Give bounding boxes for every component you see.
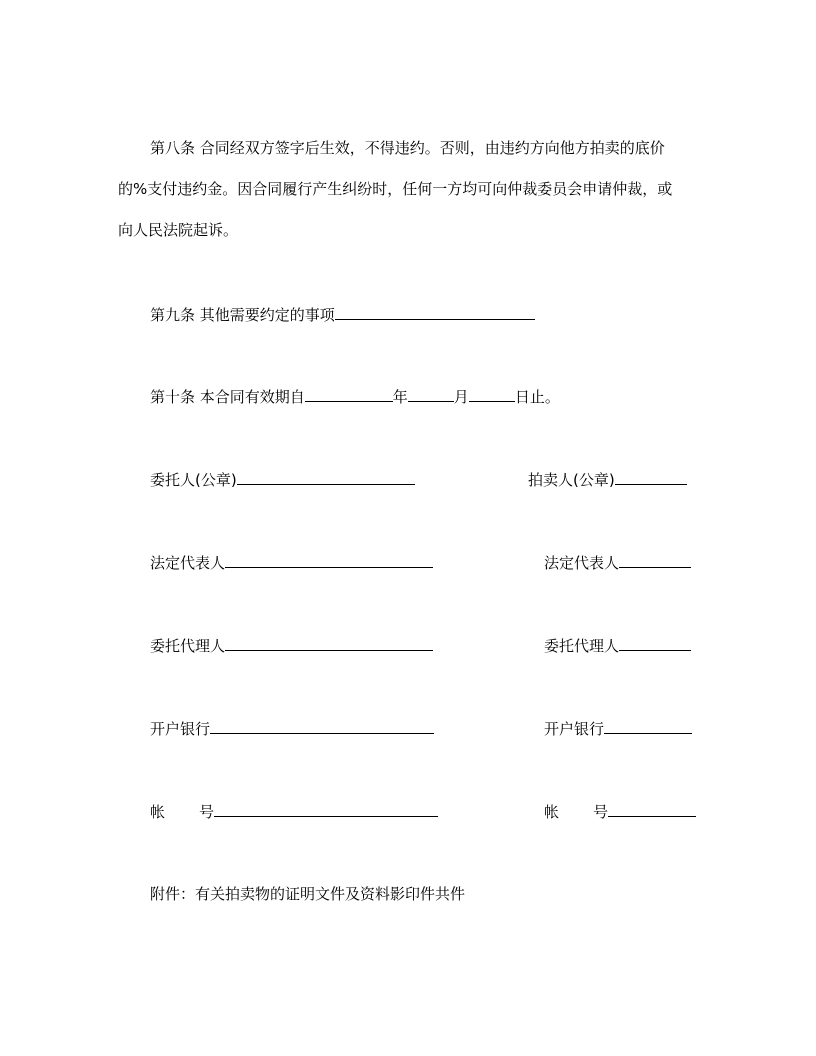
year-blank: [305, 385, 393, 402]
consignor-seal-row: [150, 468, 415, 490]
left-bank-row: [150, 717, 434, 739]
right-bank-blank: [604, 717, 692, 734]
attachment-text: 附件：有关拍卖物的证明文件及资料影印件共件: [150, 885, 466, 903]
right-account-label-b: 号: [593, 803, 609, 821]
year-label: 年: [392, 388, 408, 406]
left-agent-label: 委托代理人: [150, 637, 226, 655]
right-account-label-a: 帐: [544, 803, 560, 821]
left-agent-blank: [225, 634, 433, 651]
article-9-blank: [335, 303, 535, 320]
article-9: [150, 303, 535, 325]
left-agent-row: [150, 634, 433, 656]
article-10: [150, 385, 560, 407]
left-account-row: [150, 800, 438, 822]
auctioneer-seal-row: [528, 468, 687, 490]
right-legal-rep-blank: [619, 551, 691, 568]
left-legal-rep-row: [150, 551, 433, 573]
day-blank: [469, 385, 515, 402]
right-agent-label: 委托代理人: [544, 637, 620, 655]
auctioneer-seal-label: 拍卖人(公章): [528, 471, 615, 489]
right-legal-rep-row: [544, 551, 691, 573]
month-blank: [408, 385, 454, 402]
left-account-blank: [214, 800, 438, 817]
attachment-row: [150, 883, 465, 905]
auctioneer-seal-blank: [615, 468, 687, 485]
right-account-blank: [608, 800, 696, 817]
consignor-seal-label: 委托人(公章): [150, 471, 237, 489]
right-bank-label: 开户银行: [544, 720, 605, 738]
left-bank-label: 开户银行: [150, 720, 211, 738]
left-legal-rep-blank: [225, 551, 433, 568]
article-8-line-3: 向人民法院起诉。: [118, 221, 239, 239]
left-bank-blank: [210, 717, 434, 734]
right-bank-row: [544, 717, 692, 739]
article-10-text: 第十条 本合同有效期自: [150, 388, 305, 406]
month-label: 月: [453, 388, 469, 406]
left-legal-rep-label: 法定代表人: [150, 554, 226, 572]
article-8-line-1: 第八条 合同经双方签字后生效，不得违约。否则，由违约方向他方拍卖的底价: [150, 139, 665, 157]
right-account-row: [544, 800, 696, 822]
consignor-seal-blank: [237, 468, 415, 485]
right-agent-blank: [619, 634, 691, 651]
right-agent-row: [544, 634, 691, 656]
left-account-label-b: 号: [199, 803, 215, 821]
right-legal-rep-label: 法定代表人: [544, 554, 620, 572]
left-account-label-a: 帐: [150, 803, 166, 821]
day-end-label: 日止。: [514, 388, 560, 406]
article-8-line-2: 的%支付违约金。因合同履行产生纠纷时，任何一方均可向仲裁委员会申请仲裁，或: [118, 180, 673, 198]
article-8: [118, 128, 698, 251]
article-9-text: 第九条 其他需要约定的事项: [150, 306, 335, 324]
